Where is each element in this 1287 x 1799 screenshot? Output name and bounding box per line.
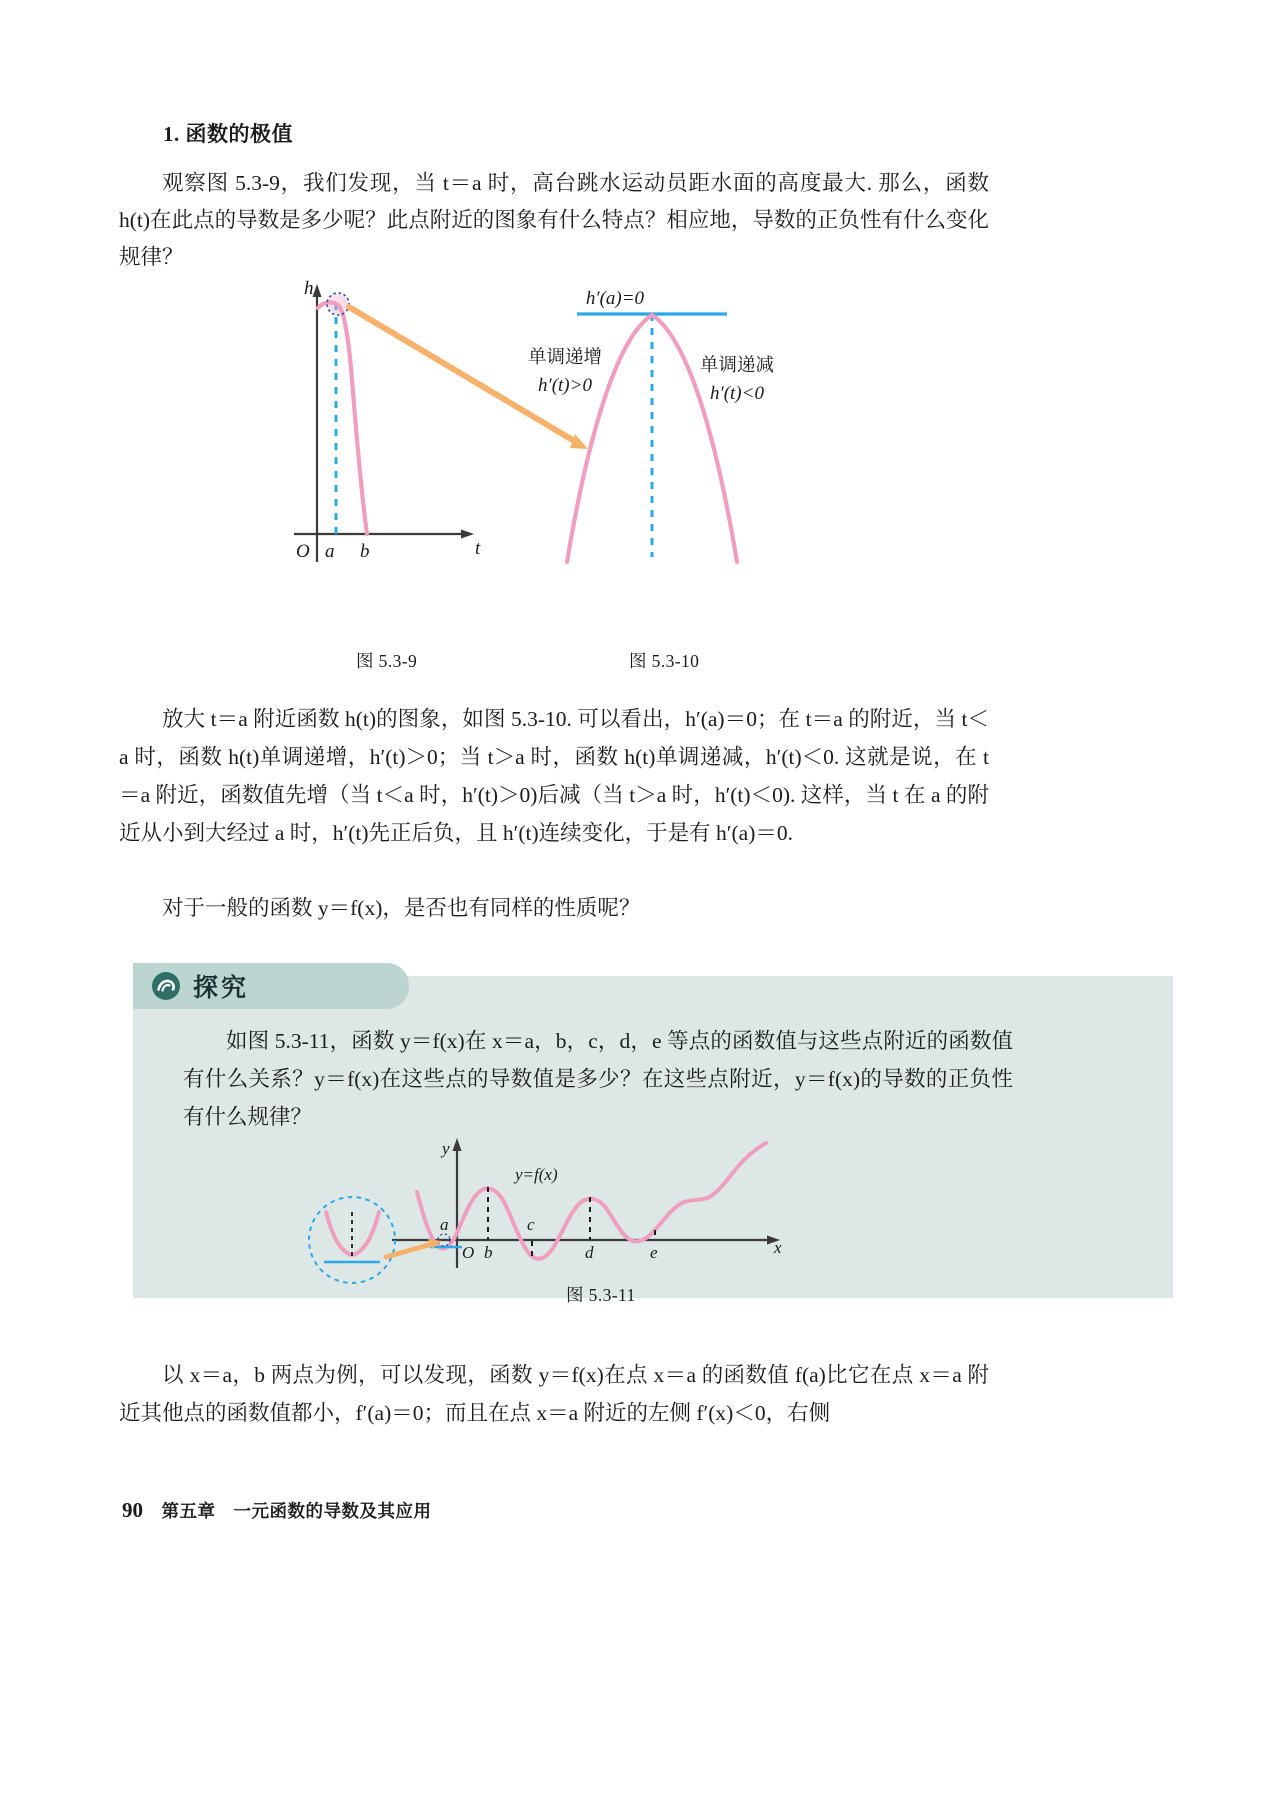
fig3-curve-f bbox=[417, 1143, 766, 1259]
section-heading: 1. 函数的极值 bbox=[163, 122, 293, 146]
inquiry-label: 探究 bbox=[193, 975, 250, 1002]
fig2-left-line2: h′(t)>0 bbox=[538, 375, 592, 396]
figure-5-3-9-caption: 图 5.3-9 bbox=[356, 651, 418, 671]
figure-group-top bbox=[290, 272, 810, 572]
figure-5-3-10-caption: 图 5.3-10 bbox=[629, 651, 700, 671]
fig1-curve-h bbox=[318, 302, 367, 534]
figure-5-3-11-caption: 图 5.3-11 bbox=[566, 1285, 636, 1305]
fig2-right-annotation bbox=[700, 352, 774, 408]
fig3-point-c-label: c bbox=[527, 1215, 535, 1234]
fig2-tangent-label: h′(a)=0 bbox=[585, 288, 645, 309]
figure-5-3-11-svg bbox=[322, 1140, 842, 1275]
fig2-right-line2: h′(t)<0 bbox=[710, 383, 764, 404]
chapter-title: 第五章 一元函数的导数及其应用 bbox=[161, 1501, 432, 1521]
paragraph-general: 对于一般的函数 y＝f(x)，是否也有同样的性质呢？ bbox=[162, 896, 641, 920]
fig1-x-axis-label: t bbox=[475, 538, 481, 559]
fig3-point-b-label: b bbox=[484, 1243, 493, 1262]
fig1-y-axis-label: h bbox=[304, 278, 314, 299]
fig3-curve-label: y=f(x) bbox=[515, 1165, 558, 1184]
fig3-y-axis-label: y bbox=[442, 1139, 450, 1158]
page-number: 90 bbox=[122, 1498, 143, 1522]
fig1-tick-b-label: b bbox=[360, 541, 370, 562]
page-footer bbox=[122, 1498, 432, 1523]
inquiry-tab bbox=[133, 963, 409, 1009]
figure-5-3-9-and-10-svg bbox=[290, 272, 810, 572]
fig3-point-a-label: a bbox=[440, 1215, 449, 1234]
fig1-tick-a-label: a bbox=[325, 541, 335, 562]
paragraph-magnify: 放大 t＝a 附近函数 h(t)的图象，如图 5.3-10. 可以看出，h′(a)＝0；在 t＝a 的附近，当 t＜a 时，函数 h(t)单调递增，h′(t)＞0；当 t＞a 时，函数 h(t)单调递减，h′(t)＜0. 这就是说，在 t＝a 附近，函数值先增（当 t＜a 时，h′(t)＞0)后减（当 t＞a 时，h′(t)＜0). 这样，当 t 在 a 的附近从小到大经过 a 时，h′(t)先正后负，且 h′(t)连续变化，于是有 h′(a)＝0. bbox=[119, 707, 989, 845]
paragraph-example: 以 x＝a，b 两点为例，可以发现，函数 y＝f(x)在点 x＝a 的函数值 f(a)比它在点 x＝a 附近其他点的函数值都小，f′(a)＝0；而且在点 x＝a 附近的左侧 f′(x)＜0，右侧 bbox=[119, 1363, 989, 1425]
fig3-magnifier-bubble bbox=[309, 1197, 395, 1283]
fig3-point-e-label: e bbox=[650, 1243, 658, 1262]
fig2-right-line1: 单调递减 bbox=[700, 356, 775, 376]
fig2-left-line1: 单调递增 bbox=[528, 348, 603, 368]
paragraph-observe: 观察图 5.3-9，我们发现，当 t＝a 时，高台跳水运动员距水面的高度最大. 那么，函数 h(t)在此点的导数是多少呢？此点附近的图象有什么特点？相应地，导数的正负性有什么变化规律？ bbox=[119, 171, 989, 269]
fig3-x-axis-label: x bbox=[774, 1238, 782, 1257]
fig3-point-d-label: d bbox=[585, 1243, 594, 1262]
figure-5-3-11 bbox=[322, 1140, 842, 1275]
inquiry-text: 如图 5.3-11，函数 y＝f(x)在 x＝a，b，c，d，e 等点的函数值与这些点附近的函数值有什么关系？y＝f(x)在这些点的导数值是多少？在这些点附近，y＝f(x)的导数的正负性有什么规律？ bbox=[183, 1029, 1013, 1129]
fig2-left-annotation bbox=[528, 344, 602, 400]
fig1-origin-label: O bbox=[296, 541, 310, 562]
swirl-icon bbox=[151, 971, 181, 1001]
fig3-origin-label: O bbox=[462, 1243, 475, 1262]
